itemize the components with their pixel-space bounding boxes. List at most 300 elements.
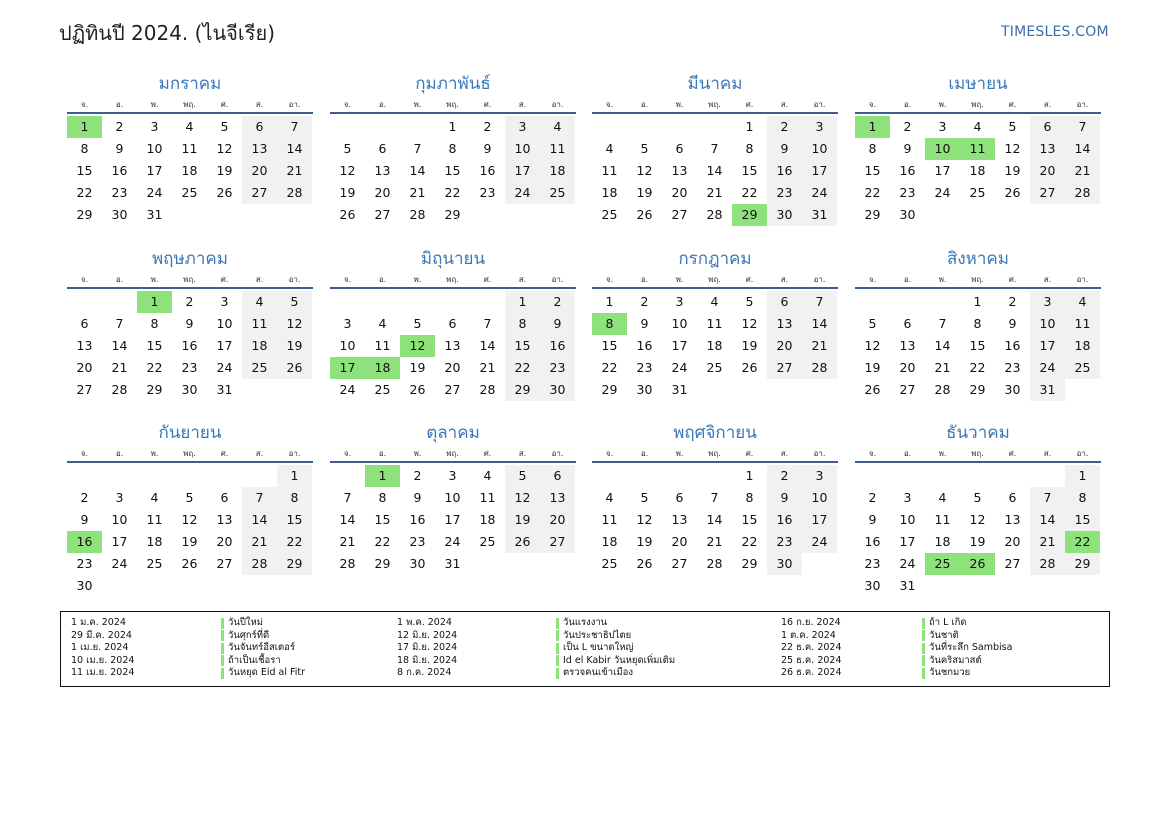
holiday-day-cell[interactable]: 26 (960, 553, 995, 575)
day-cell[interactable]: 30 (767, 553, 802, 575)
day-cell[interactable]: 20 (671, 534, 688, 549)
holiday-day-cell[interactable]: 11 (960, 138, 995, 160)
day-cell[interactable]: 27 (671, 556, 688, 571)
day-cell[interactable]: 7 (115, 316, 124, 331)
day-cell[interactable]: 27 (899, 382, 916, 397)
day-cell[interactable]: 27 (444, 382, 461, 397)
day-cell[interactable]: 11 (540, 138, 575, 160)
day-cell[interactable]: 22 (741, 534, 758, 549)
day-cell[interactable]: 6 (1008, 490, 1017, 505)
day-cell[interactable]: 8 (868, 141, 877, 156)
day-cell[interactable]: 6 (242, 116, 277, 138)
day-cell[interactable]: 10 (111, 512, 128, 527)
day-cell[interactable]: 6 (903, 316, 912, 331)
day-cell[interactable]: 7 (710, 490, 719, 505)
holiday-day-cell[interactable]: 17 (330, 357, 365, 379)
day-cell[interactable]: 16 (899, 163, 916, 178)
day-cell[interactable]: 19 (181, 534, 198, 549)
day-cell[interactable]: 19 (864, 360, 881, 375)
day-cell[interactable]: 17 (934, 163, 951, 178)
day-cell[interactable]: 21 (706, 185, 723, 200)
day-cell[interactable]: 2 (413, 468, 422, 483)
day-cell[interactable]: 20 (242, 160, 277, 182)
day-cell[interactable]: 17 (802, 509, 837, 531)
day-cell[interactable]: 13 (899, 338, 916, 353)
day-cell[interactable]: 8 (1065, 487, 1100, 509)
day-cell[interactable]: 23 (409, 534, 426, 549)
day-cell[interactable]: 29 (505, 379, 540, 401)
holiday-day-cell[interactable]: 10 (925, 138, 960, 160)
holiday-day-cell[interactable]: 29 (732, 204, 767, 226)
holiday-day-cell[interactable]: 25 (925, 553, 960, 575)
day-cell[interactable]: 5 (640, 141, 649, 156)
day-cell[interactable]: 28 (479, 382, 496, 397)
day-cell[interactable]: 20 (444, 360, 461, 375)
day-cell[interactable]: 15 (277, 509, 312, 531)
day-cell[interactable]: 22 (444, 185, 461, 200)
day-cell[interactable]: 20 (540, 509, 575, 531)
day-cell[interactable]: 6 (540, 465, 575, 487)
day-cell[interactable]: 5 (277, 291, 312, 313)
day-cell[interactable]: 13 (444, 338, 461, 353)
day-cell[interactable]: 15 (1065, 509, 1100, 531)
day-cell[interactable]: 12 (636, 163, 653, 178)
day-cell[interactable]: 25 (479, 534, 496, 549)
day-cell[interactable]: 11 (706, 316, 723, 331)
day-cell[interactable]: 16 (1004, 338, 1021, 353)
day-cell[interactable]: 25 (146, 556, 163, 571)
day-cell[interactable]: 20 (767, 335, 802, 357)
day-cell[interactable]: 13 (767, 313, 802, 335)
day-cell[interactable]: 23 (1004, 360, 1021, 375)
day-cell[interactable]: 12 (216, 141, 233, 156)
site-link[interactable]: TIMESLES.COM (1001, 24, 1109, 40)
day-cell[interactable]: 9 (413, 490, 422, 505)
day-cell[interactable]: 15 (741, 163, 758, 178)
holiday-day-cell[interactable]: 1 (137, 291, 172, 313)
day-cell[interactable]: 15 (374, 512, 391, 527)
day-cell[interactable]: 24 (444, 534, 461, 549)
day-cell[interactable]: 2 (185, 294, 194, 309)
day-cell[interactable]: 1 (1065, 465, 1100, 487)
day-cell[interactable]: 28 (111, 382, 128, 397)
day-cell[interactable]: 30 (111, 207, 128, 222)
day-cell[interactable]: 13 (671, 163, 688, 178)
day-cell[interactable]: 15 (741, 512, 758, 527)
day-cell[interactable]: 19 (741, 338, 758, 353)
day-cell[interactable]: 16 (540, 335, 575, 357)
day-cell[interactable]: 22 (969, 360, 986, 375)
day-cell[interactable]: 5 (413, 316, 422, 331)
day-cell[interactable]: 29 (146, 382, 163, 397)
day-cell[interactable]: 23 (899, 185, 916, 200)
day-cell[interactable]: 31 (216, 382, 233, 397)
day-cell[interactable]: 26 (636, 207, 653, 222)
day-cell[interactable]: 25 (242, 357, 277, 379)
day-cell[interactable]: 28 (706, 556, 723, 571)
day-cell[interactable]: 21 (277, 160, 312, 182)
day-cell[interactable]: 27 (76, 382, 93, 397)
day-cell[interactable]: 4 (242, 291, 277, 313)
day-cell[interactable]: 25 (1065, 357, 1100, 379)
day-cell[interactable]: 28 (409, 207, 426, 222)
day-cell[interactable]: 8 (80, 141, 89, 156)
day-cell[interactable]: 18 (146, 534, 163, 549)
day-cell[interactable]: 16 (864, 534, 881, 549)
day-cell[interactable]: 24 (934, 185, 951, 200)
day-cell[interactable]: 16 (636, 338, 653, 353)
day-cell[interactable]: 11 (146, 512, 163, 527)
day-cell[interactable]: 31 (899, 578, 916, 593)
day-cell[interactable]: 22 (76, 185, 93, 200)
day-cell[interactable]: 9 (767, 138, 802, 160)
day-cell[interactable]: 14 (339, 512, 356, 527)
day-cell[interactable]: 24 (899, 556, 916, 571)
day-cell[interactable]: 4 (605, 141, 614, 156)
day-cell[interactable]: 7 (483, 316, 492, 331)
day-cell[interactable]: 20 (216, 534, 233, 549)
day-cell[interactable]: 23 (76, 556, 93, 571)
day-cell[interactable]: 6 (1030, 116, 1065, 138)
day-cell[interactable]: 3 (220, 294, 229, 309)
day-cell[interactable]: 16 (767, 509, 802, 531)
day-cell[interactable]: 21 (479, 360, 496, 375)
day-cell[interactable]: 10 (444, 490, 461, 505)
day-cell[interactable]: 18 (934, 534, 951, 549)
day-cell[interactable]: 14 (242, 509, 277, 531)
day-cell[interactable]: 17 (899, 534, 916, 549)
day-cell[interactable]: 29 (969, 382, 986, 397)
day-cell[interactable]: 10 (802, 487, 837, 509)
day-cell[interactable]: 6 (675, 490, 684, 505)
day-cell[interactable]: 10 (802, 138, 837, 160)
day-cell[interactable]: 11 (479, 490, 496, 505)
day-cell[interactable]: 11 (374, 338, 391, 353)
day-cell[interactable]: 25 (969, 185, 986, 200)
day-cell[interactable]: 15 (76, 163, 93, 178)
day-cell[interactable]: 7 (413, 141, 422, 156)
day-cell[interactable]: 4 (973, 119, 982, 134)
day-cell[interactable]: 12 (741, 316, 758, 331)
day-cell[interactable]: 2 (483, 119, 492, 134)
day-cell[interactable]: 11 (601, 163, 618, 178)
day-cell[interactable]: 16 (479, 163, 496, 178)
day-cell[interactable]: 19 (216, 163, 233, 178)
day-cell[interactable]: 13 (242, 138, 277, 160)
day-cell[interactable]: 13 (76, 338, 93, 353)
day-cell[interactable]: 15 (146, 338, 163, 353)
day-cell[interactable]: 26 (505, 531, 540, 553)
day-cell[interactable]: 5 (973, 490, 982, 505)
day-cell[interactable]: 3 (938, 119, 947, 134)
day-cell[interactable]: 12 (969, 512, 986, 527)
day-cell[interactable]: 13 (1004, 512, 1021, 527)
day-cell[interactable]: 13 (374, 163, 391, 178)
day-cell[interactable]: 21 (242, 531, 277, 553)
day-cell[interactable]: 10 (671, 316, 688, 331)
day-cell[interactable]: 2 (767, 465, 802, 487)
day-cell[interactable]: 23 (767, 531, 802, 553)
day-cell[interactable]: 25 (706, 360, 723, 375)
day-cell[interactable]: 10 (216, 316, 233, 331)
holiday-day-cell[interactable]: 16 (67, 531, 102, 553)
day-cell[interactable]: 29 (374, 556, 391, 571)
day-cell[interactable]: 30 (864, 578, 881, 593)
day-cell[interactable]: 30 (181, 382, 198, 397)
day-cell[interactable]: 19 (969, 534, 986, 549)
day-cell[interactable]: 9 (767, 487, 802, 509)
day-cell[interactable]: 4 (150, 490, 159, 505)
day-cell[interactable]: 28 (1065, 182, 1100, 204)
day-cell[interactable]: 21 (802, 335, 837, 357)
day-cell[interactable]: 1 (448, 119, 457, 134)
day-cell[interactable]: 26 (339, 207, 356, 222)
day-cell[interactable]: 28 (277, 182, 312, 204)
day-cell[interactable]: 8 (448, 141, 457, 156)
day-cell[interactable]: 31 (671, 382, 688, 397)
day-cell[interactable]: 2 (903, 119, 912, 134)
day-cell[interactable]: 3 (343, 316, 352, 331)
day-cell[interactable]: 23 (479, 185, 496, 200)
day-cell[interactable]: 18 (181, 163, 198, 178)
day-cell[interactable]: 24 (339, 382, 356, 397)
day-cell[interactable]: 5 (640, 490, 649, 505)
day-cell[interactable]: 25 (540, 182, 575, 204)
day-cell[interactable]: 24 (146, 185, 163, 200)
day-cell[interactable]: 2 (640, 294, 649, 309)
day-cell[interactable]: 6 (448, 316, 457, 331)
day-cell[interactable]: 19 (339, 185, 356, 200)
day-cell[interactable]: 4 (938, 490, 947, 505)
day-cell[interactable]: 3 (150, 119, 159, 134)
day-cell[interactable]: 14 (802, 313, 837, 335)
day-cell[interactable]: 24 (111, 556, 128, 571)
day-cell[interactable]: 19 (1004, 163, 1021, 178)
day-cell[interactable]: 2 (80, 490, 89, 505)
day-cell[interactable]: 14 (479, 338, 496, 353)
day-cell[interactable]: 9 (868, 512, 877, 527)
day-cell[interactable]: 21 (706, 534, 723, 549)
day-cell[interactable]: 2 (767, 116, 802, 138)
day-cell[interactable]: 27 (242, 182, 277, 204)
day-cell[interactable]: 14 (277, 138, 312, 160)
day-cell[interactable]: 17 (444, 512, 461, 527)
day-cell[interactable]: 12 (636, 512, 653, 527)
day-cell[interactable]: 3 (802, 116, 837, 138)
day-cell[interactable]: 28 (339, 556, 356, 571)
day-cell[interactable]: 30 (409, 556, 426, 571)
day-cell[interactable]: 14 (1065, 138, 1100, 160)
day-cell[interactable]: 17 (1030, 335, 1065, 357)
holiday-day-cell[interactable]: 1 (67, 116, 102, 138)
day-cell[interactable]: 29 (277, 553, 312, 575)
day-cell[interactable]: 19 (505, 509, 540, 531)
day-cell[interactable]: 7 (1065, 116, 1100, 138)
day-cell[interactable]: 22 (146, 360, 163, 375)
day-cell[interactable]: 11 (934, 512, 951, 527)
day-cell[interactable]: 24 (671, 360, 688, 375)
day-cell[interactable]: 2 (540, 291, 575, 313)
day-cell[interactable]: 1 (605, 294, 614, 309)
day-cell[interactable]: 3 (802, 465, 837, 487)
day-cell[interactable]: 18 (969, 163, 986, 178)
day-cell[interactable]: 23 (636, 360, 653, 375)
holiday-day-cell[interactable]: 12 (400, 335, 435, 357)
day-cell[interactable]: 29 (741, 556, 758, 571)
day-cell[interactable]: 18 (706, 338, 723, 353)
day-cell[interactable]: 27 (671, 207, 688, 222)
day-cell[interactable]: 31 (802, 204, 837, 226)
day-cell[interactable]: 25 (601, 556, 618, 571)
day-cell[interactable]: 18 (479, 512, 496, 527)
day-cell[interactable]: 11 (181, 141, 198, 156)
day-cell[interactable]: 18 (540, 160, 575, 182)
day-cell[interactable]: 26 (864, 382, 881, 397)
day-cell[interactable]: 10 (899, 512, 916, 527)
day-cell[interactable]: 9 (115, 141, 124, 156)
day-cell[interactable]: 20 (1030, 160, 1065, 182)
day-cell[interactable]: 23 (111, 185, 128, 200)
day-cell[interactable]: 26 (741, 360, 758, 375)
day-cell[interactable]: 17 (505, 160, 540, 182)
day-cell[interactable]: 3 (675, 294, 684, 309)
day-cell[interactable]: 31 (444, 556, 461, 571)
day-cell[interactable]: 23 (540, 357, 575, 379)
day-cell[interactable]: 21 (1065, 160, 1100, 182)
day-cell[interactable]: 29 (444, 207, 461, 222)
day-cell[interactable]: 10 (339, 338, 356, 353)
day-cell[interactable]: 5 (505, 465, 540, 487)
day-cell[interactable]: 2 (868, 490, 877, 505)
day-cell[interactable]: 5 (185, 490, 194, 505)
day-cell[interactable]: 19 (636, 534, 653, 549)
day-cell[interactable]: 9 (540, 313, 575, 335)
day-cell[interactable]: 19 (277, 335, 312, 357)
day-cell[interactable]: 26 (1004, 185, 1021, 200)
day-cell[interactable]: 6 (220, 490, 229, 505)
day-cell[interactable]: 19 (636, 185, 653, 200)
day-cell[interactable]: 7 (343, 490, 352, 505)
day-cell[interactable]: 24 (802, 182, 837, 204)
day-cell[interactable]: 13 (540, 487, 575, 509)
day-cell[interactable]: 26 (409, 382, 426, 397)
day-cell[interactable]: 20 (671, 185, 688, 200)
day-cell[interactable]: 4 (378, 316, 387, 331)
day-cell[interactable]: 12 (277, 313, 312, 335)
day-cell[interactable]: 30 (540, 379, 575, 401)
day-cell[interactable]: 1 (745, 468, 754, 483)
day-cell[interactable]: 11 (242, 313, 277, 335)
day-cell[interactable]: 12 (339, 163, 356, 178)
day-cell[interactable]: 1 (505, 291, 540, 313)
day-cell[interactable]: 21 (111, 360, 128, 375)
day-cell[interactable]: 8 (745, 490, 754, 505)
day-cell[interactable]: 17 (111, 534, 128, 549)
day-cell[interactable]: 14 (706, 512, 723, 527)
day-cell[interactable]: 26 (216, 185, 233, 200)
day-cell[interactable]: 9 (185, 316, 194, 331)
day-cell[interactable]: 29 (76, 207, 93, 222)
day-cell[interactable]: 18 (601, 185, 618, 200)
day-cell[interactable]: 7 (242, 487, 277, 509)
day-cell[interactable]: 7 (802, 291, 837, 313)
day-cell[interactable]: 26 (636, 556, 653, 571)
day-cell[interactable]: 28 (242, 553, 277, 575)
day-cell[interactable]: 16 (767, 160, 802, 182)
day-cell[interactable]: 18 (1065, 335, 1100, 357)
day-cell[interactable]: 30 (636, 382, 653, 397)
day-cell[interactable]: 7 (1030, 487, 1065, 509)
day-cell[interactable]: 20 (374, 185, 391, 200)
day-cell[interactable]: 29 (601, 382, 618, 397)
day-cell[interactable]: 5 (220, 119, 229, 134)
day-cell[interactable]: 9 (483, 141, 492, 156)
day-cell[interactable]: 11 (1065, 313, 1100, 335)
day-cell[interactable]: 3 (903, 490, 912, 505)
day-cell[interactable]: 5 (868, 316, 877, 331)
day-cell[interactable]: 4 (710, 294, 719, 309)
day-cell[interactable]: 14 (409, 163, 426, 178)
day-cell[interactable]: 18 (601, 534, 618, 549)
day-cell[interactable]: 6 (675, 141, 684, 156)
day-cell[interactable]: 13 (216, 512, 233, 527)
holiday-day-cell[interactable]: 1 (855, 116, 890, 138)
day-cell[interactable]: 12 (1004, 141, 1021, 156)
day-cell[interactable]: 18 (242, 335, 277, 357)
day-cell[interactable]: 21 (934, 360, 951, 375)
day-cell[interactable]: 16 (409, 512, 426, 527)
day-cell[interactable]: 29 (1065, 553, 1100, 575)
day-cell[interactable]: 3 (1030, 291, 1065, 313)
day-cell[interactable]: 27 (374, 207, 391, 222)
day-cell[interactable]: 5 (343, 141, 352, 156)
day-cell[interactable]: 14 (706, 163, 723, 178)
day-cell[interactable]: 10 (146, 141, 163, 156)
day-cell[interactable]: 30 (1004, 382, 1021, 397)
day-cell[interactable]: 14 (1030, 509, 1065, 531)
day-cell[interactable]: 7 (938, 316, 947, 331)
day-cell[interactable]: 15 (444, 163, 461, 178)
day-cell[interactable]: 27 (216, 556, 233, 571)
day-cell[interactable]: 22 (277, 531, 312, 553)
day-cell[interactable]: 28 (802, 357, 837, 379)
day-cell[interactable]: 16 (181, 338, 198, 353)
day-cell[interactable]: 27 (540, 531, 575, 553)
day-cell[interactable]: 21 (339, 534, 356, 549)
day-cell[interactable]: 27 (1030, 182, 1065, 204)
day-cell[interactable]: 6 (80, 316, 89, 331)
day-cell[interactable]: 31 (146, 207, 163, 222)
day-cell[interactable]: 15 (505, 335, 540, 357)
holiday-day-cell[interactable]: 18 (365, 357, 400, 379)
day-cell[interactable]: 3 (448, 468, 457, 483)
day-cell[interactable]: 22 (864, 185, 881, 200)
day-cell[interactable]: 6 (767, 291, 802, 313)
day-cell[interactable]: 1 (973, 294, 982, 309)
day-cell[interactable]: 23 (767, 182, 802, 204)
day-cell[interactable]: 8 (378, 490, 387, 505)
day-cell[interactable]: 9 (1008, 316, 1017, 331)
day-cell[interactable]: 9 (903, 141, 912, 156)
day-cell[interactable]: 30 (76, 578, 93, 593)
day-cell[interactable]: 5 (745, 294, 754, 309)
day-cell[interactable]: 2 (1008, 294, 1017, 309)
day-cell[interactable]: 1 (277, 465, 312, 487)
day-cell[interactable]: 24 (505, 182, 540, 204)
day-cell[interactable]: 3 (115, 490, 124, 505)
day-cell[interactable]: 6 (378, 141, 387, 156)
day-cell[interactable]: 9 (80, 512, 89, 527)
